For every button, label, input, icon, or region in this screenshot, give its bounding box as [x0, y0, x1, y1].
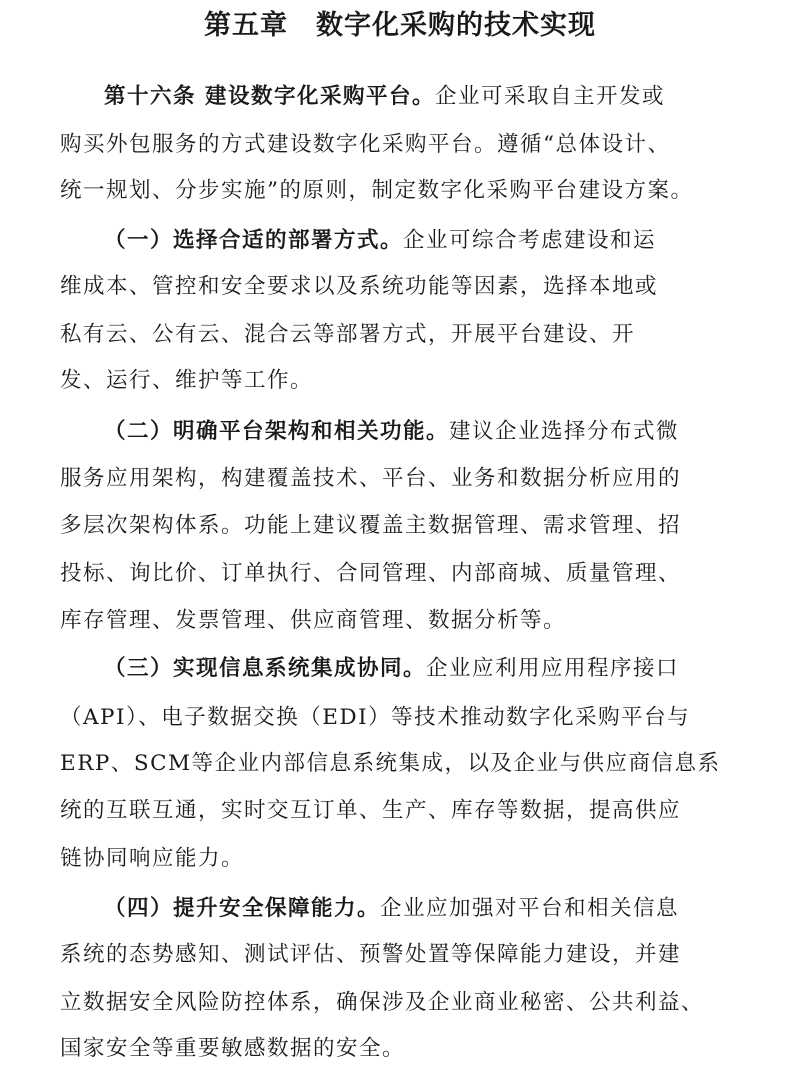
item3-line1 [104, 645, 679, 693]
item4-heading: （四）提升安全保障能力。 [104, 896, 381, 921]
item2-line2: 服务应用架构，构建覆盖技术、平台、业务和数据分析应用的 [60, 466, 682, 491]
item3-line5: 链协同响应能力。 [60, 846, 245, 871]
item2-line4: 投标、询比价、订单执行、合同管理、内部商城、质量管理、 [60, 561, 682, 586]
item1-line3: 私有云、公有云、混合云等部署方式，开展平台建设、开 [60, 322, 636, 347]
item2-text1: 建议企业选择分布式微 [449, 419, 680, 444]
item3-text1: 企业应利用应用程序接口 [426, 656, 680, 681]
article16-text1: 企业可采取自主开发或 [435, 84, 666, 109]
item3-heading: （三）实现信息系统集成协同。 [104, 656, 427, 681]
item4-line4: 国家安全等重要敏感数据的安全。 [60, 1036, 406, 1061]
item1-line4: 发、运行、维护等工作。 [60, 368, 314, 393]
item3-line3: ERP、SCM等企业内部信息系统集成，以及企业与供应商信息系 [60, 751, 721, 776]
article16-line3: 统一规划、分步实施”的原则，制定数字化采购平台建设方案。 [60, 178, 694, 203]
item2-heading: （二）明确平台架构和相关功能。 [104, 419, 450, 444]
item4-line2: 系统的态势感知、测试评估、预警处置等保障能力建设，并建 [60, 942, 682, 967]
item1-line2: 维成本、管控和安全要求以及系统功能等因素，选择本地或 [60, 274, 659, 299]
chapter-title: 第五章 数字化采购的技术实现 [204, 10, 596, 41]
article16-line1 [104, 73, 665, 121]
article16-line2: 购买外包服务的方式建设数字化采购平台。遵循“总体设计、 [60, 132, 671, 157]
article16-heading: 第十六条 建设数字化采购平台。 [104, 84, 435, 109]
item3-line4: 统的互联互通，实时交互订单、生产、库存等数据，提高供应 [60, 798, 682, 823]
item4-line3: 立数据安全风险防控体系，确保涉及企业商业秘密、公共利益、 [60, 990, 705, 1015]
item2-line5: 库存管理、发票管理、供应商管理、数据分析等。 [60, 608, 567, 633]
item2-line1 [104, 408, 679, 456]
item3-line2: （API）、电子数据交换（EDI）等技术推动数字化采购平台与 [60, 705, 691, 730]
item1-heading: （一）选择合适的部署方式。 [104, 228, 404, 253]
item4-line1 [104, 885, 679, 933]
item1-line1 [104, 217, 656, 265]
item4-text1: 企业应加强对平台和相关信息 [380, 896, 680, 921]
item2-line3: 多层次架构体系。功能上建议覆盖主数据管理、需求管理、招 [60, 513, 682, 538]
item1-text1: 企业可综合考虑建设和运 [403, 228, 657, 253]
